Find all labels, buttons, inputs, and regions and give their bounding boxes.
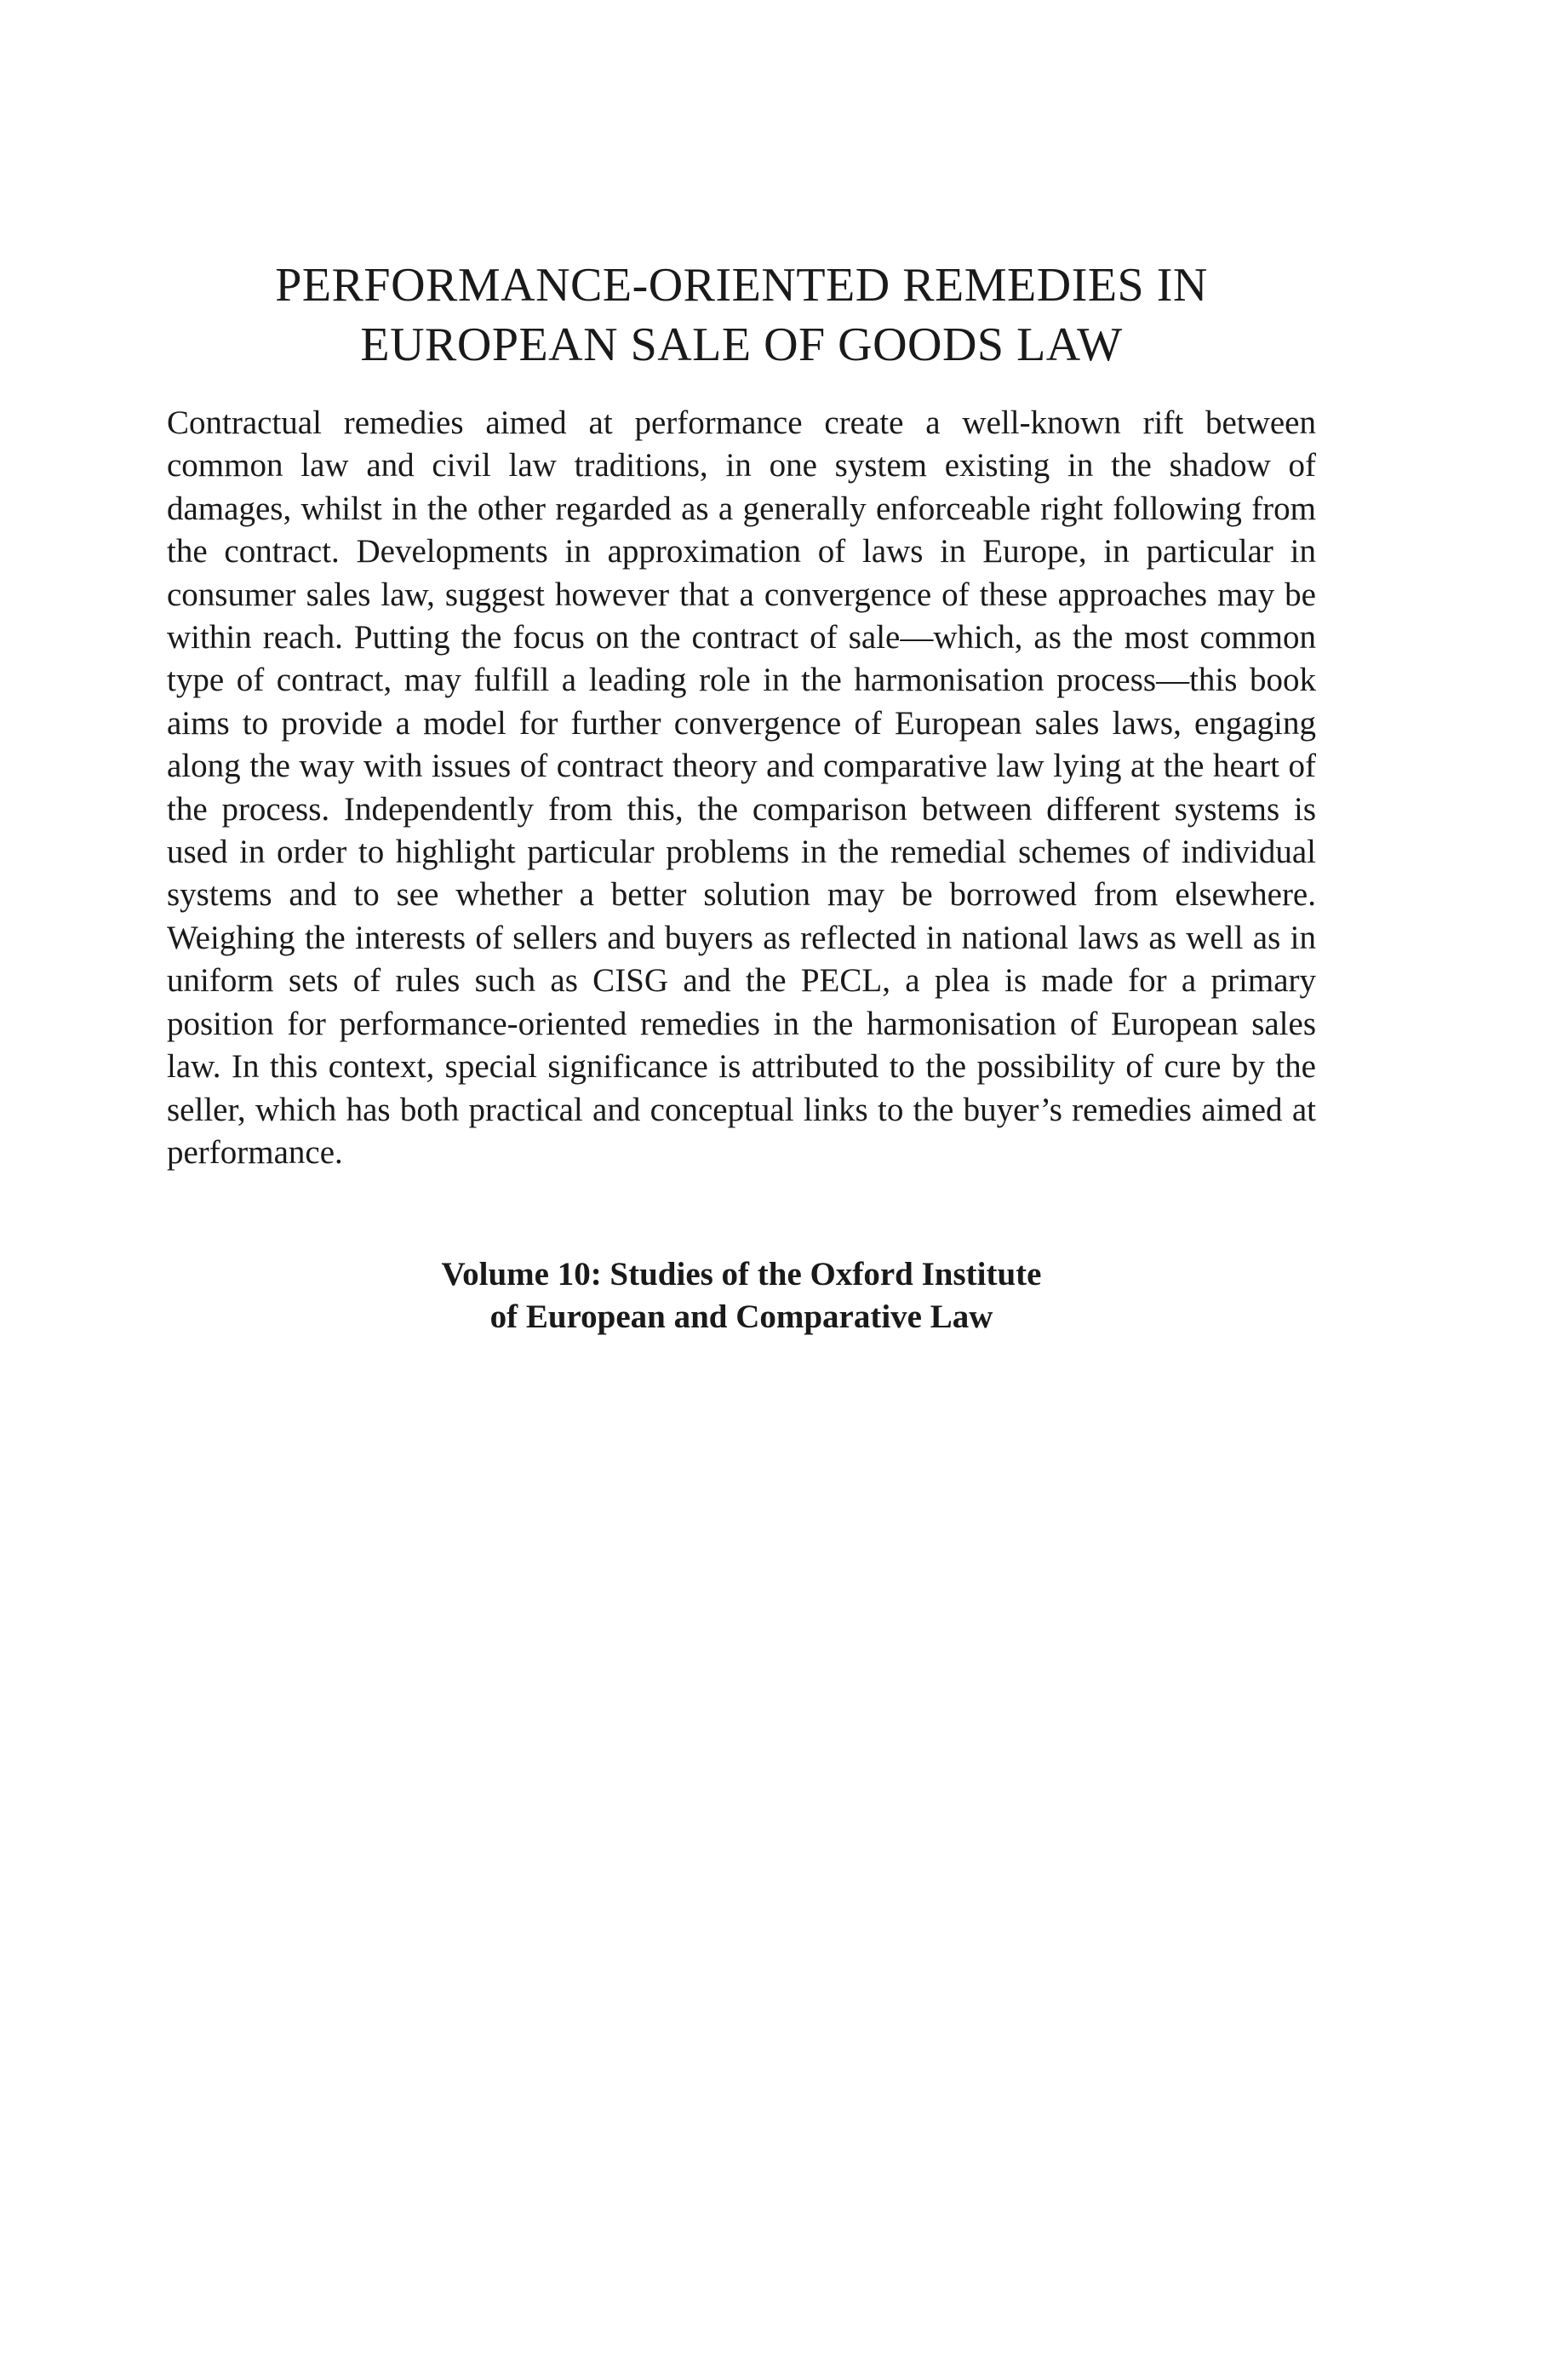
book-title-line-1: PERFORMANCE-ORIENTED REMEDIES IN (275, 259, 1208, 312)
series-note (167, 1253, 1316, 1339)
series-note-line-2: of European and Comparative Law (489, 1298, 993, 1335)
series-note-line-1: Volume 10: Studies of the Oxford Institute (441, 1256, 1042, 1293)
book-title-line-2: EUROPEAN SALE OF GOODS LAW (360, 318, 1123, 371)
book-title (167, 255, 1316, 375)
book-abstract: Contractual remedies aimed at performance create a well-known rift between common law and civil law traditions, in one system existing in the shadow of damages, whilst in the other regarded as a generally enforceable right following from the contract. Developments in approximation of laws in Europe, in particular in consumer sales law, suggest however that a convergence of these approaches may be within reach. Putting the focus on the contract of sale—which, as the most common type of contract, may fulfill a leading role in the harmonisation process—this book aims to provide a model for further convergence of European sales laws, engaging along the way with issues of contract theory and comparative law lying at the heart of the process. Independently from this, the comparison between different systems is used in order to highlight particular problems in the remedial schemes of individual systems and to see whether a better solution may be borrowed from elsewhere. Weighing the interests of sellers and buyers as reflected in national laws as well as in uniform sets of rules such as CISG and the PECL, a plea is made for a primary position for performance-oriented remedies in the harmonisation of European sales law. In this context, special significance is attributed to the possibility of cure by the seller, which has both practical and conceptual links to the buyer’s remedies aimed at performance. (167, 404, 1316, 1171)
